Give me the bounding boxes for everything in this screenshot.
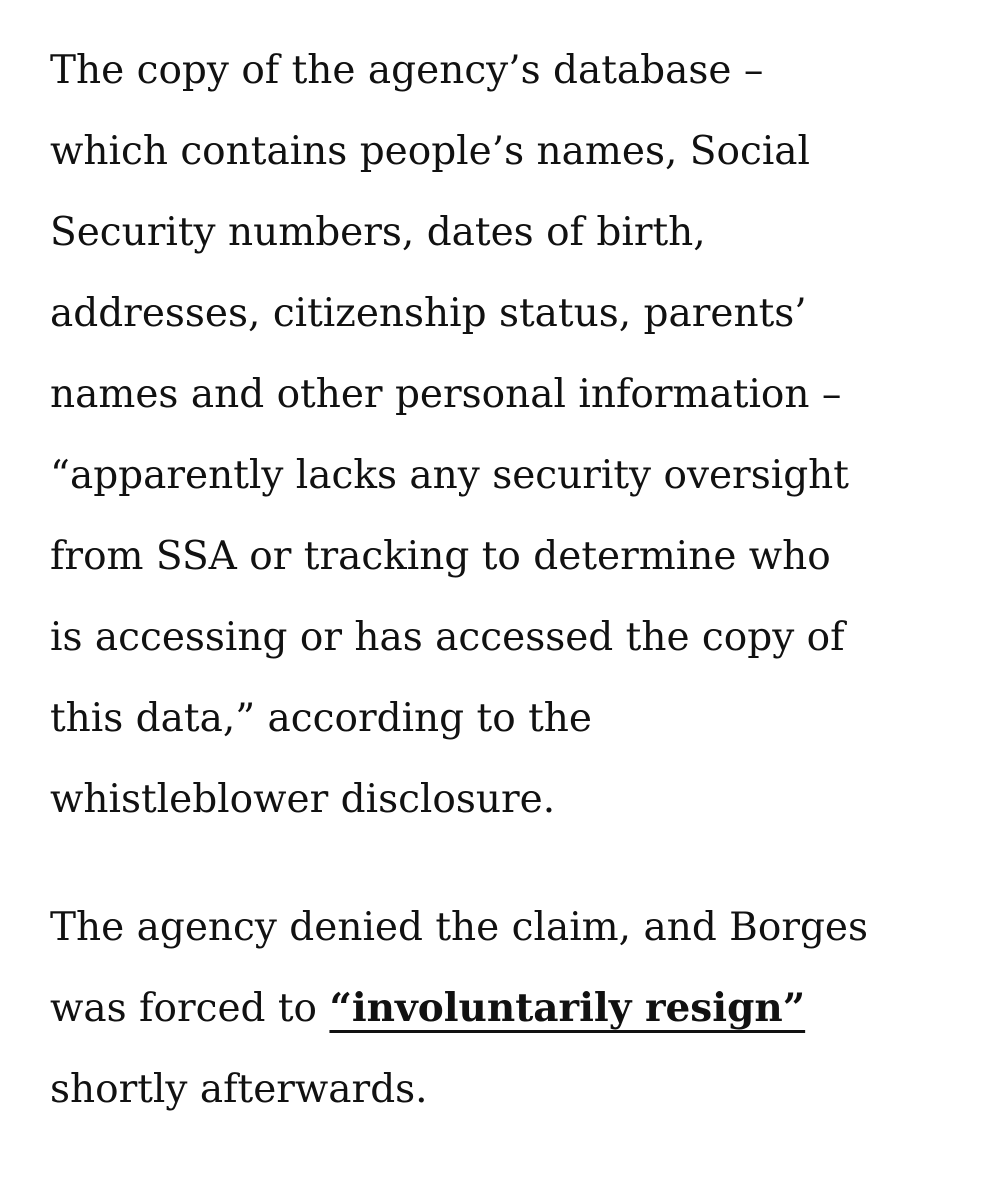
- text-line: this data,” according to the: [50, 696, 592, 741]
- article-body: [50, 30, 950, 1130]
- paragraph-database-copy: [50, 30, 950, 840]
- text-line: shortly afterwards.: [50, 1067, 428, 1112]
- paragraph-agency-denial: [50, 887, 950, 1130]
- text-segment: was forced to: [50, 986, 330, 1031]
- text-line: is accessing or has accessed the copy of: [50, 615, 845, 660]
- text-line: names and other personal information –: [50, 372, 842, 417]
- text-line: Security numbers, dates of birth,: [50, 210, 706, 255]
- text-line: addresses, citizenship status, parents’: [50, 291, 807, 336]
- text-line: The agency denied the claim, and Borges: [50, 905, 869, 950]
- text-line-with-link: [50, 968, 950, 1049]
- text-line: whistleblower disclosure.: [50, 777, 556, 822]
- text-line: from SSA or tracking to determine who: [50, 534, 831, 579]
- text-line: which contains people’s names, Social: [50, 129, 811, 174]
- text-line: The copy of the agency’s database –: [50, 48, 764, 93]
- text-line: “apparently lacks any security oversight: [50, 453, 849, 498]
- involuntarily-resign-link[interactable]: “involuntarily resign”: [329, 985, 806, 1031]
